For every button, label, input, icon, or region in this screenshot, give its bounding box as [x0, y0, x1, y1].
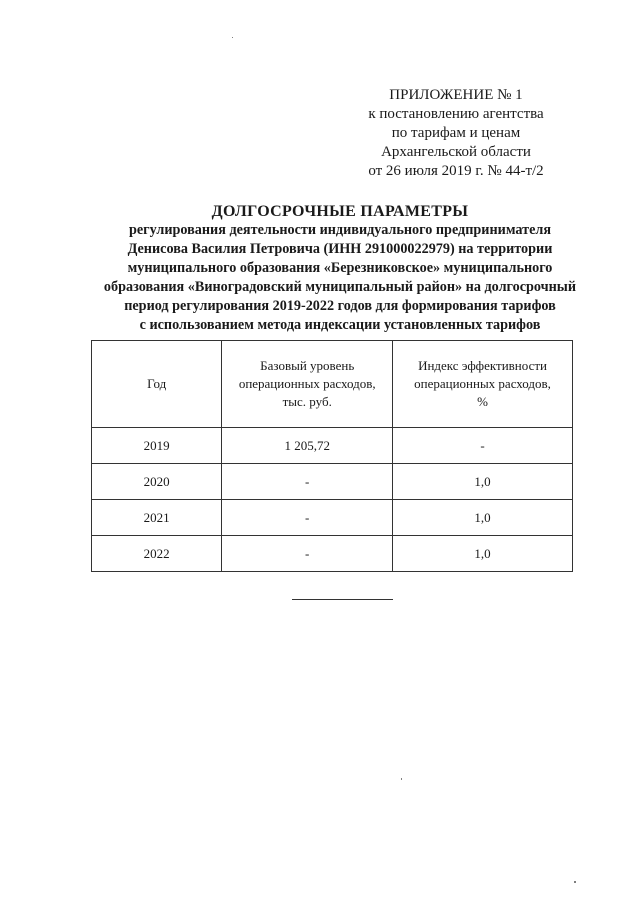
title-line: с использованием метода индексации установленных тарифов	[139, 317, 541, 333]
parameters-table	[91, 340, 573, 572]
table-row	[92, 428, 573, 464]
title-line: муниципального образования «Березниковское» муниципального	[127, 260, 553, 276]
cell-efficiency-index: 1,0	[393, 500, 573, 536]
table-header-row	[92, 341, 573, 428]
header-year	[92, 341, 222, 428]
appendix-date: от 26 июля 2019 г. № 44-т/2	[368, 163, 544, 179]
cell-base-level: -	[222, 500, 393, 536]
title-line: регулирования деятельности индивидуального предпринимателя	[128, 222, 552, 238]
header-index-unit: %	[477, 394, 488, 409]
cell-year: 2021	[92, 500, 222, 536]
cell-year: 2020	[92, 464, 222, 500]
header-base-line: операционных расходов,	[238, 376, 376, 391]
title-line: период регулирования 2019-2022 годов для формирования тарифов	[124, 298, 556, 314]
closing-separator-line	[292, 599, 393, 600]
scan-speck	[232, 37, 233, 38]
title-line: образования «Виноградовский муниципальный район» на долгосрочный	[103, 279, 577, 295]
table-row	[92, 536, 573, 572]
cell-year: 2022	[92, 536, 222, 572]
appendix-ref-line: Архангельской области	[381, 144, 531, 160]
cell-base-level: -	[222, 536, 393, 572]
title-line: Денисова Василия Петровича (ИНН 291000022979) на территории	[127, 241, 553, 257]
cell-base-level: 1 205,72	[222, 428, 393, 464]
header-base-line: Базовый уровень	[260, 358, 355, 373]
cell-base-level: -	[222, 464, 393, 500]
table-row	[92, 500, 573, 536]
header-base-level	[222, 341, 393, 428]
appendix-ref-line: по тарифам и ценам	[391, 125, 521, 141]
scan-speck	[574, 881, 576, 883]
header-base-unit: тыс. руб.	[282, 394, 332, 409]
appendix-ref-line: к постановлению агентства	[368, 106, 544, 122]
appendix-number: ПРИЛОЖЕНИЕ № 1	[389, 87, 523, 103]
header-efficiency-index	[393, 341, 573, 428]
cell-efficiency-index: 1,0	[393, 464, 573, 500]
header-year-label: Год	[147, 376, 167, 391]
table-row	[92, 464, 573, 500]
cell-efficiency-index: -	[393, 428, 573, 464]
header-index-line: операционных расходов,	[414, 376, 551, 391]
cell-year: 2019	[92, 428, 222, 464]
cell-efficiency-index: 1,0	[393, 536, 573, 572]
scan-speck	[401, 778, 402, 780]
title-heading: ДОЛГОСРОЧНЫЕ ПАРАМЕТРЫ	[211, 203, 469, 220]
header-index-line: Индекс эффективности	[418, 358, 547, 373]
appendix-block	[350, 86, 562, 181]
document-title	[40, 202, 640, 335]
